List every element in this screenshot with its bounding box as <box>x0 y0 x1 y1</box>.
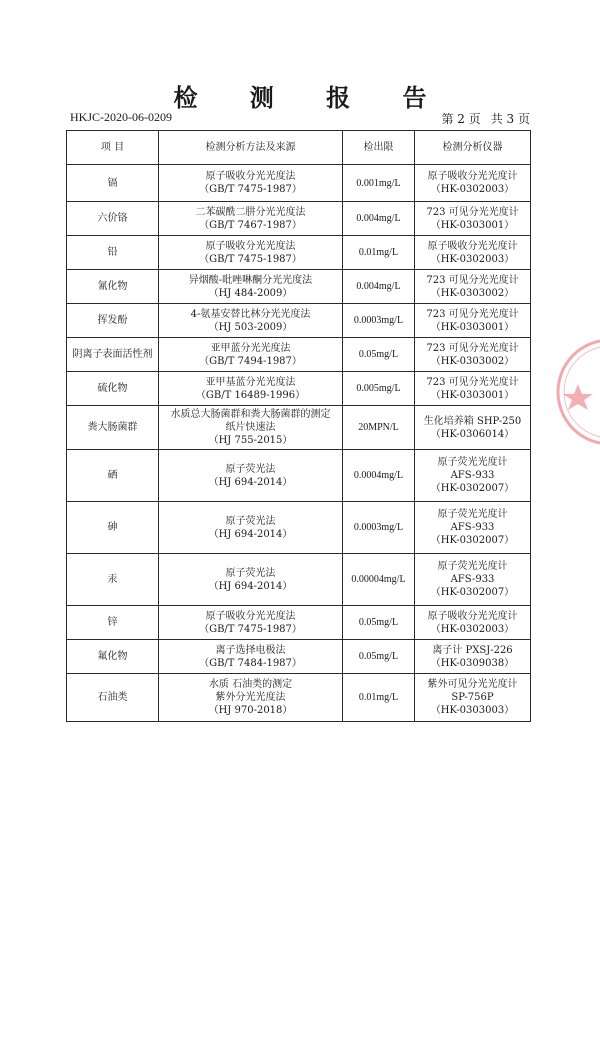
instrument-line: 紫外可见分光光度计 <box>427 679 518 690</box>
report-title: 检 测 报 告 <box>173 83 449 112</box>
instrument-line: （HK-0303001） <box>430 389 515 401</box>
instrument-line: 原子吸收分光光度计 <box>427 171 518 182</box>
seal-inner-ring <box>564 346 600 438</box>
instrument-line: AFS-933 <box>450 470 495 481</box>
instrument-line: （HK-0306014） <box>430 428 515 440</box>
cell-method <box>159 372 343 406</box>
col-header-limit: 检出限 <box>343 131 415 165</box>
instrument-line: （HK-0302003） <box>430 623 515 635</box>
col-header-item: 项 目 <box>67 131 159 165</box>
cell-instrument <box>415 554 531 606</box>
instrument-line: （HK-0303001） <box>430 219 515 231</box>
cell-method <box>159 338 343 372</box>
cell-item: 六价铬 <box>67 202 159 236</box>
table-header-row <box>67 131 531 165</box>
official-seal-stamp <box>548 332 600 452</box>
cell-method <box>159 674 343 722</box>
instrument-line: 原子荧光光度计 <box>437 457 508 468</box>
seal-ring <box>558 340 600 444</box>
cell-detection-limit: 0.0004mg/L <box>343 450 415 502</box>
instrument-line: （HK-0303001） <box>430 321 515 333</box>
instrument-line: 723 可见分光光度计 <box>426 308 519 320</box>
cell-item: 砷 <box>67 502 159 554</box>
cell-method <box>159 236 343 270</box>
col-header-instrument: 检测分析仪器 <box>415 131 531 165</box>
cell-detection-limit: 0.0003mg/L <box>343 502 415 554</box>
method-line: （HJ 484-2009） <box>208 287 293 299</box>
cell-detection-limit: 0.004mg/L <box>343 202 415 236</box>
table-row <box>67 554 531 606</box>
cell-item: 阴离子表面活性剂 <box>67 338 159 372</box>
method-line: （HJ 503-2009） <box>208 321 293 333</box>
table-row <box>67 236 531 270</box>
table-row <box>67 202 531 236</box>
cell-item: 铅 <box>67 236 159 270</box>
method-line: 异烟酸-吡唑啉酮分光光度法 <box>188 274 313 286</box>
cell-instrument <box>415 338 531 372</box>
table-row <box>67 674 531 722</box>
cell-detection-limit: 0.01mg/L <box>343 236 415 270</box>
method-line: 原子吸收分光光度法 <box>205 171 296 182</box>
instrument-line: （HK-0303002） <box>430 355 515 367</box>
cell-method <box>159 450 343 502</box>
cell-instrument <box>415 406 531 450</box>
cell-item: 挥发酚 <box>67 304 159 338</box>
instrument-line: 原子荧光光度计 <box>437 509 508 520</box>
method-line: （GB/T 7475-1987） <box>199 253 302 265</box>
cell-method <box>159 304 343 338</box>
instrument-line: 723 可见分光光度计 <box>426 206 519 218</box>
method-line: 二苯碳酰二肼分光光度法 <box>195 206 306 218</box>
table-row <box>67 338 531 372</box>
method-line: 原子吸收分光光度法 <box>205 610 296 622</box>
cell-instrument <box>415 640 531 674</box>
method-line: （GB/T 7484-1987） <box>199 657 302 669</box>
cell-detection-limit: 0.05mg/L <box>343 640 415 674</box>
cell-detection-limit: 0.005mg/L <box>343 372 415 406</box>
cell-instrument <box>415 502 531 554</box>
cell-detection-limit: 0.05mg/L <box>343 338 415 372</box>
method-line: 水质总大肠菌群和粪大肠菌群的测定 <box>170 409 331 420</box>
page-current: 第 2 页 <box>441 112 481 126</box>
method-line: （HJ 694-2014） <box>208 476 293 488</box>
cell-item: 粪大肠菌群 <box>67 406 159 450</box>
method-line: 原子吸收分光光度法 <box>205 240 296 252</box>
cell-instrument <box>415 450 531 502</box>
table-row <box>67 606 531 640</box>
report-number: HKJC-2020-06-0209 <box>70 110 172 124</box>
cell-method <box>159 640 343 674</box>
method-line: （GB/T 7475-1987） <box>199 184 302 195</box>
cell-method <box>159 270 343 304</box>
cell-method <box>159 554 343 606</box>
cell-instrument <box>415 202 531 236</box>
method-line: （HJ 694-2014） <box>208 580 293 592</box>
method-line: 离子选择电极法 <box>215 644 286 656</box>
cell-method <box>159 502 343 554</box>
method-line: 原子荧光法 <box>225 567 276 579</box>
table-row <box>67 450 531 502</box>
cell-item: 氟化物 <box>67 640 159 674</box>
instrument-line: （HK-0303002） <box>430 287 515 299</box>
col-header-method: 检测分析方法及来源 <box>159 131 343 165</box>
cell-item: 氰化物 <box>67 270 159 304</box>
cell-detection-limit: 0.0003mg/L <box>343 304 415 338</box>
cell-method <box>159 406 343 450</box>
instrument-line: 723 可见分光光度计 <box>426 274 519 286</box>
table-row <box>67 502 531 554</box>
cell-detection-limit: 0.001mg/L <box>343 165 415 202</box>
cell-method <box>159 165 343 202</box>
cell-detection-limit: 0.00004mg/L <box>343 554 415 606</box>
instrument-line: 723 可见分光光度计 <box>426 342 519 354</box>
cell-detection-limit: 0.01mg/L <box>343 674 415 722</box>
instrument-line: （HK-0302007） <box>430 483 515 494</box>
table-row <box>67 406 531 450</box>
seal-star <box>563 384 593 410</box>
method-line: （GB/T 7475-1987） <box>199 623 302 635</box>
instrument-line: SP-756P <box>451 692 494 703</box>
method-line: 亚甲蓝分光光度法 <box>210 342 291 354</box>
table-row <box>67 304 531 338</box>
cell-detection-limit: 0.05mg/L <box>343 606 415 640</box>
table-body <box>67 165 531 722</box>
method-line: （HJ 755-2015） <box>208 435 293 446</box>
method-line: （GB/T 16489-1996） <box>195 389 306 401</box>
instrument-line: （HK-0302007） <box>430 587 515 598</box>
instrument-line: （HK-0302007） <box>430 535 515 546</box>
cell-item: 石油类 <box>67 674 159 722</box>
cell-item: 镉 <box>67 165 159 202</box>
cell-instrument <box>415 372 531 406</box>
instrument-line: AFS-933 <box>450 574 495 585</box>
table-row <box>67 270 531 304</box>
instrument-line: 原子荧光光度计 <box>437 561 508 572</box>
page-indicator <box>441 110 530 127</box>
method-line: （HJ 694-2014） <box>208 528 293 540</box>
cell-instrument <box>415 165 531 202</box>
method-line: 原子荧光法 <box>225 463 276 475</box>
cell-item: 锌 <box>67 606 159 640</box>
method-line: （GB/T 7467-1987） <box>199 219 302 231</box>
instrument-line: （HK-0302003） <box>430 253 515 265</box>
table-row <box>67 372 531 406</box>
page-total: 共 3 页 <box>490 112 530 126</box>
table-row <box>67 640 531 674</box>
cell-instrument <box>415 606 531 640</box>
cell-instrument <box>415 236 531 270</box>
instrument-line: 生化培养箱 SHP-250 <box>423 415 522 427</box>
cell-method <box>159 606 343 640</box>
detection-methods-table <box>66 130 531 722</box>
method-line: 水质 石油类的测定 <box>208 679 293 690</box>
instrument-line: 原子吸收分光光度计 <box>427 240 518 252</box>
cell-item: 硫化物 <box>67 372 159 406</box>
method-line: （GB/T 7494-1987） <box>199 355 302 367</box>
method-line: 4-氨基安替比林分光光度法 <box>190 308 311 320</box>
cell-method <box>159 202 343 236</box>
instrument-line: （HK-0303003） <box>430 705 515 716</box>
cell-item: 汞 <box>67 554 159 606</box>
method-line: 紫外分光光度法 <box>215 692 286 703</box>
instrument-line: 723 可见分光光度计 <box>426 376 519 388</box>
cell-instrument <box>415 674 531 722</box>
method-line: 纸片快速法 <box>225 422 276 433</box>
instrument-line: 离子计 PXSJ-226 <box>432 644 513 656</box>
cell-item: 硒 <box>67 450 159 502</box>
method-line: （HJ 970-2018） <box>208 705 293 716</box>
method-line: 原子荧光法 <box>225 515 276 527</box>
cell-detection-limit: 20MPN/L <box>343 406 415 450</box>
cell-instrument <box>415 270 531 304</box>
cell-instrument <box>415 304 531 338</box>
cell-detection-limit: 0.004mg/L <box>343 270 415 304</box>
instrument-line: （HK-0309038） <box>430 657 515 669</box>
instrument-line: 原子吸收分光光度计 <box>427 610 518 622</box>
instrument-line: AFS-933 <box>450 522 495 533</box>
instrument-line: （HK-0302003） <box>430 184 515 195</box>
table-row <box>67 165 531 202</box>
method-line: 亚甲基蓝分光光度法 <box>205 376 296 388</box>
